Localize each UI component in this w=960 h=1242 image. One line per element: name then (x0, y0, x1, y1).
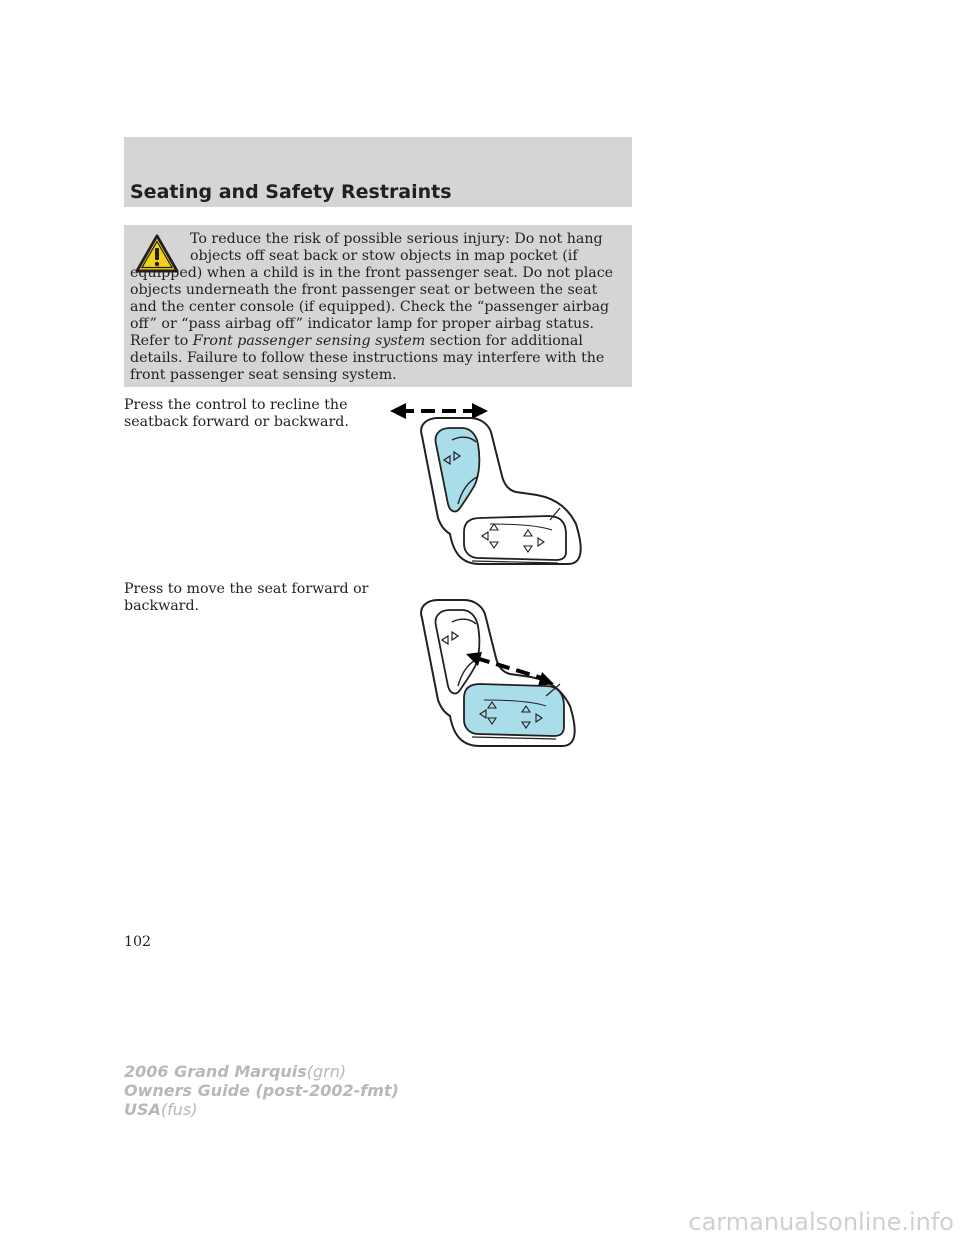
warning-text (130, 231, 626, 384)
footer-line-3 (124, 1100, 399, 1119)
document-footer (124, 1062, 399, 1119)
footer-market: USA (124, 1100, 161, 1119)
footer-model-code: (grn) (306, 1062, 347, 1081)
section-title: Seating and Safety Restraints (130, 181, 452, 203)
footer-line-2 (124, 1081, 399, 1100)
cross-reference-link[interactable]: Front passenger sensing system (192, 333, 426, 349)
footer-market-code: (fus) (160, 1100, 198, 1119)
footer-line-1 (124, 1062, 399, 1081)
warning-text-part2: section for additional details. Failure to follow these instructions may interfere with the front passenger seat sensing system. (130, 333, 605, 383)
seat-recline-control-icon (380, 398, 612, 578)
warning-box (124, 225, 632, 387)
page-number: 102 (124, 934, 152, 950)
footer-guide: Owners Guide (post-2002-fmt) (124, 1081, 399, 1100)
footer-model: 2006 Grand Marquis (124, 1062, 307, 1081)
seat-fore-aft-control-icon (380, 588, 612, 768)
fore-aft-instruction: Press to move the seat forward or backward. (124, 581, 369, 614)
watermark: carmanualsonline.info (688, 1208, 954, 1236)
warning-text-part1: To reduce the risk of possible serious injury: Do not hang objects off seat back or stow objects in map pocket (if equipped) when a child is in the front passenger seat. Do not place objects underneath the front passenger seat or between the seat and the center console (if equipped). Check the “passenger airbag off” or “pass airbag off” indicator lamp for proper airbag status. Refer to (130, 231, 614, 349)
section-header (124, 137, 632, 207)
recline-instruction: Press the control to recline the seatback forward or backward. (124, 397, 349, 430)
